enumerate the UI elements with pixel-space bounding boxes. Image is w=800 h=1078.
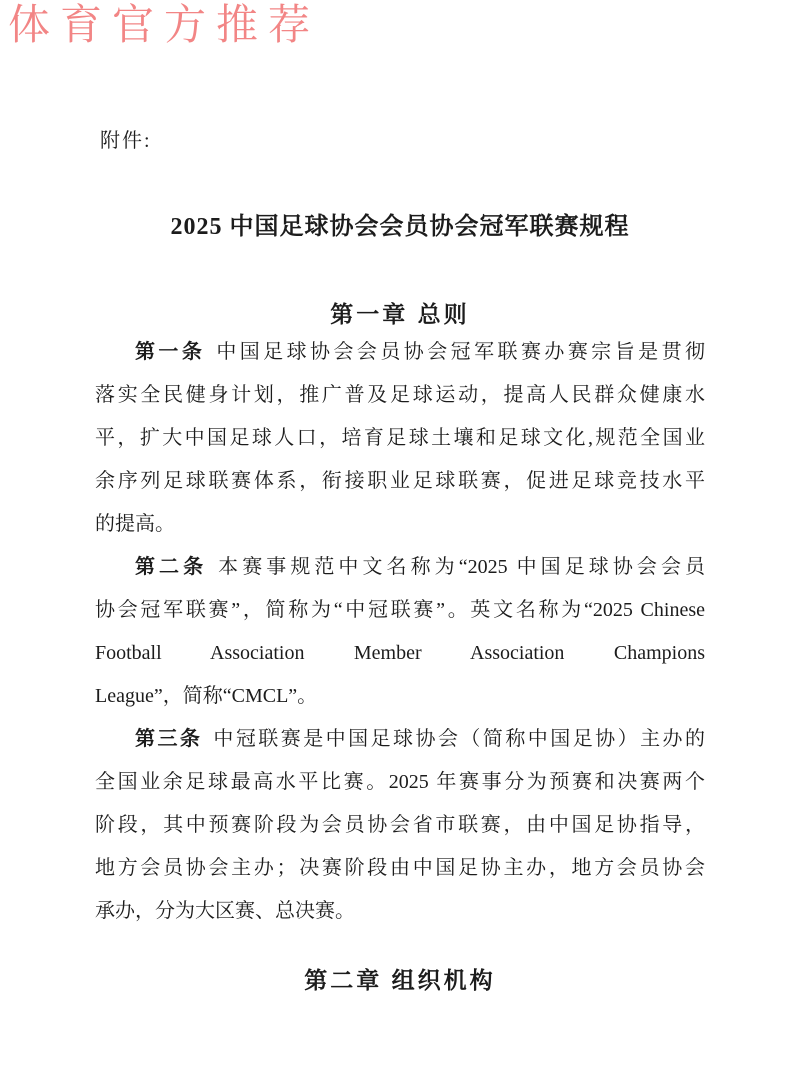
- document-title: 2025 中国足球协会会员协会冠军联赛规程: [170, 214, 630, 240]
- line-text: 本赛事规范中文名称为“2025 中国足球协会会员: [218, 556, 705, 578]
- chapter-2-heading: 第二章 组织机构: [304, 967, 496, 993]
- body-line: 全国业余足球最高水平比赛。2025 年赛事分为预赛和决赛两个: [95, 771, 705, 793]
- body-line: Football Association Member Association Champions: [95, 642, 705, 664]
- line-text: 中冠联赛是中国足球协会（简称中国足协）主办的: [213, 728, 705, 750]
- body-line: 承办，分为大区赛、总决赛。: [95, 900, 355, 922]
- body-line: League”，简称“CMCL”。: [95, 685, 318, 707]
- body-line: 阶段，其中预赛阶段为会员协会省市联赛，由中国足协指导，: [95, 814, 705, 836]
- attachment-label: 附件:: [100, 130, 152, 152]
- article-3-number: 第三条: [135, 728, 203, 750]
- body-line: 平，扩大中国足球人口，培育足球土壤和足球文化,规范全国业: [95, 427, 705, 449]
- article-2-number: 第二条: [135, 556, 208, 578]
- document-body: [95, 331, 705, 933]
- body-line: 余序列足球联赛体系，衔接职业足球联赛，促进足球竞技水平: [95, 470, 705, 492]
- line-text: 中国足球协会会员协会冠军联赛办赛宗旨是贯彻: [216, 341, 706, 363]
- body-line: [95, 546, 705, 589]
- article-1-number: 第一条: [135, 341, 206, 363]
- body-line: [95, 331, 705, 374]
- body-line: [95, 718, 705, 761]
- watermark: 体育官方推荐: [8, 3, 321, 49]
- body-line: 的提高。: [95, 513, 175, 535]
- body-line: 协会冠军联赛”，简称为“中冠联赛”。英文名称为“2025 Chinese: [95, 599, 705, 621]
- body-line: 落实全民健身计划，推广普及足球运动，提高人民群众健康水: [95, 384, 705, 406]
- chapter-1-heading: 第一章 总则: [330, 301, 470, 327]
- body-line: 地方会员协会主办；决赛阶段由中国足协主办，地方会员协会: [95, 857, 705, 879]
